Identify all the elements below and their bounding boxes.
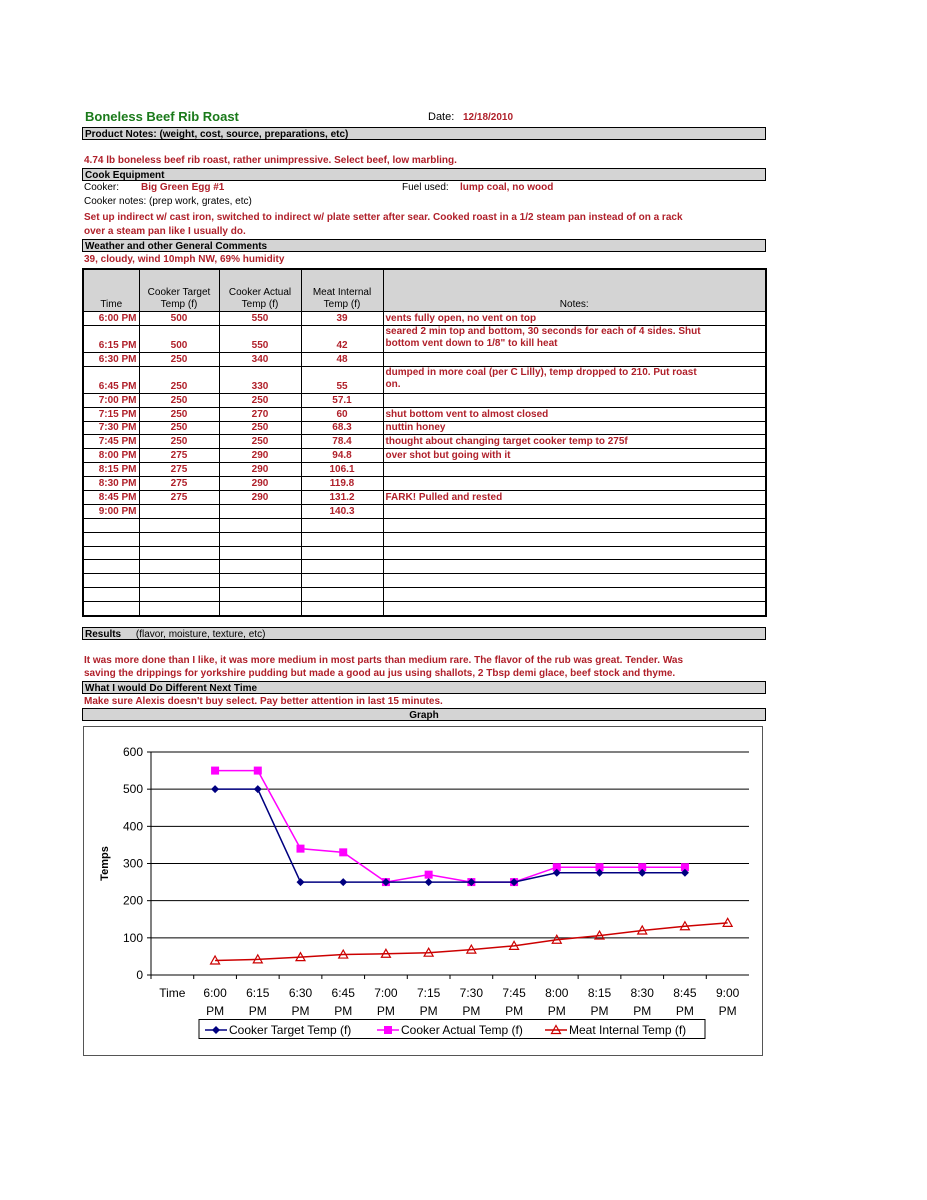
x-tick-label: 6:30 PM: [288, 986, 313, 1018]
time-cell: 6:30 PM: [83, 352, 139, 366]
time-cell: 7:45 PM: [83, 435, 139, 449]
table-row: [83, 421, 766, 435]
time-cell: 6:15 PM: [83, 325, 139, 352]
actual-cell: 290: [219, 477, 301, 491]
legend-entry: Meat Internal Temp (f): [569, 1023, 687, 1037]
empty-cell: [219, 602, 301, 616]
actual-cell: [219, 504, 301, 518]
x-tick-label: 9:00 PM: [715, 986, 740, 1018]
meat-cell: 39: [301, 312, 383, 326]
note-cell: thought about changing target cooker temp to 275f: [383, 435, 766, 449]
data-point: [297, 878, 305, 886]
empty-cell: [139, 546, 219, 560]
empty-cell: [83, 602, 139, 616]
empty-cell: [301, 532, 383, 546]
empty-cell: [301, 574, 383, 588]
empty-cell: [219, 560, 301, 574]
note-cell: [383, 504, 766, 518]
meat-cell: 48: [301, 352, 383, 366]
temperature-chart: [84, 727, 764, 1057]
empty-cell: [383, 546, 766, 560]
empty-cell: [83, 518, 139, 532]
table-row: [83, 366, 766, 393]
note-line: dumped in more coal (per C Lilly), temp dropped to 210. Put roast: [385, 366, 697, 378]
empty-cell: [383, 588, 766, 602]
x-tick-label: 8:45 PM: [673, 986, 697, 1018]
target-cell: 250: [139, 407, 219, 421]
note-cell: [383, 477, 766, 491]
data-point: [254, 785, 262, 793]
graph-bar: Graph: [82, 708, 766, 721]
time-cell: 9:00 PM: [83, 504, 139, 518]
empty-cell: [301, 602, 383, 616]
x-tick-label: 7:45 PM: [502, 986, 526, 1018]
empty-cell: [219, 588, 301, 602]
note-cell: over shot but going with it: [383, 449, 766, 463]
x-tick-label: 8:15 PM: [587, 986, 612, 1018]
fuel-value: lump coal, no wood: [460, 182, 554, 193]
actual-cell: 250: [219, 435, 301, 449]
note-cell: [383, 325, 766, 352]
target-cell: [139, 504, 219, 518]
x-tick-label: 6:15 PM: [246, 986, 270, 1018]
empty-row: [83, 574, 766, 588]
x-tick-label: 6:45 PM: [331, 986, 355, 1018]
target-cell: 250: [139, 435, 219, 449]
empty-row: [83, 532, 766, 546]
empty-cell: [301, 546, 383, 560]
data-point: [339, 878, 347, 886]
results-hint: (flavor, moisture, texture, etc): [135, 629, 266, 640]
actual-cell: 550: [219, 312, 301, 326]
cooker-label: Cooker:: [84, 182, 120, 193]
target-cell: 275: [139, 491, 219, 505]
table-row: [83, 352, 766, 366]
cooker-value: Big Green Egg #1: [141, 182, 225, 193]
empty-cell: [383, 560, 766, 574]
empty-cell: [139, 518, 219, 532]
actual-cell: 290: [219, 449, 301, 463]
cooker-notes-line2: over a steam pan like I usually do.: [84, 226, 246, 237]
actual-cell: 250: [219, 393, 301, 407]
target-cell: 275: [139, 463, 219, 477]
time-cell: 8:30 PM: [83, 477, 139, 491]
y-tick-label: 600: [122, 745, 143, 759]
date-value: 12/18/2010: [463, 112, 514, 123]
product-notes-text: 4.74 lb boneless beef rib roast, rather unimpressive. Select beef, low marbling.: [84, 155, 457, 166]
cooker-notes-line1: Set up indirect w/ cast iron, switched to indirect w/ plate setter after sear. Cooked roast in a 1/2 steam pan instead of on a rack: [84, 212, 683, 223]
header-actual: Cooker Actual Temp (f): [219, 269, 301, 312]
product-notes-bar: Product Notes: (weight, cost, source, preparations, etc): [82, 127, 766, 140]
meat-cell: 131.2: [301, 491, 383, 505]
results-line1: It was more done than I like, it was more medium in most parts than medium rare. The flavor of the rub was great. Tender. Was: [84, 655, 684, 666]
data-point: [297, 845, 305, 853]
empty-row: [83, 560, 766, 574]
meat-cell: 42: [301, 325, 383, 352]
empty-cell: [219, 574, 301, 588]
target-cell: 250: [139, 366, 219, 393]
cook-log-table: [82, 268, 767, 617]
legend-entry: Cooker Actual Temp (f): [401, 1023, 523, 1037]
date-label: Date:: [428, 111, 455, 123]
empty-row: [83, 546, 766, 560]
weather-text: 39, cloudy, wind 10mph NW, 69% humidity: [84, 254, 285, 265]
fuel-label: Fuel used:: [402, 182, 449, 193]
table-row: [83, 435, 766, 449]
meat-cell: 94.8: [301, 449, 383, 463]
target-cell: 500: [139, 312, 219, 326]
table-row: [83, 312, 766, 326]
x-tick-label: Time: [159, 986, 186, 1000]
target-cell: 500: [139, 325, 219, 352]
data-point: [339, 848, 347, 856]
header-time: Time: [83, 269, 139, 312]
note-cell: [383, 352, 766, 366]
time-cell: 8:00 PM: [83, 449, 139, 463]
x-tick-label: 7:30 PM: [459, 986, 484, 1018]
header-notes: Notes:: [383, 269, 766, 312]
header-meat: Meat Internal Temp (f): [301, 269, 383, 312]
y-tick-label: 200: [122, 893, 143, 908]
note-cell: nuttin honey: [383, 421, 766, 435]
table-row: [83, 393, 766, 407]
empty-cell: [383, 574, 766, 588]
chart-frame: [83, 726, 763, 1056]
actual-cell: 250: [219, 421, 301, 435]
y-axis-label: Temps: [99, 846, 111, 881]
results-bar: [82, 627, 766, 640]
note-cell: [383, 393, 766, 407]
x-tick-label: 8:30 PM: [630, 986, 654, 1018]
table-row: [83, 407, 766, 421]
series-line-2: [215, 923, 728, 961]
note-line: on.: [385, 378, 401, 390]
y-tick-label: 300: [122, 856, 143, 871]
table-header-row: [83, 269, 766, 312]
empty-cell: [139, 560, 219, 574]
meat-cell: 78.4: [301, 435, 383, 449]
empty-cell: [219, 518, 301, 532]
table-row: [83, 504, 766, 518]
target-cell: 275: [139, 449, 219, 463]
empty-row: [83, 518, 766, 532]
empty-row: [83, 588, 766, 602]
actual-cell: 270: [219, 407, 301, 421]
different-bar: What I would Do Different Next Time: [82, 681, 766, 694]
target-cell: 250: [139, 393, 219, 407]
empty-cell: [383, 532, 766, 546]
empty-cell: [383, 602, 766, 616]
x-tick-label: 8:00 PM: [545, 986, 569, 1018]
page-title: Boneless Beef Rib Roast: [85, 109, 239, 124]
time-cell: 7:15 PM: [83, 407, 139, 421]
empty-cell: [219, 546, 301, 560]
meat-cell: 140.3: [301, 504, 383, 518]
target-cell: 250: [139, 421, 219, 435]
y-tick-label: 400: [122, 819, 143, 834]
meat-cell: 106.1: [301, 463, 383, 477]
x-tick-label: 7:15 PM: [416, 986, 441, 1018]
data-point: [254, 767, 262, 775]
series-line-0: [215, 789, 685, 882]
table-row: [83, 477, 766, 491]
time-cell: 6:45 PM: [83, 366, 139, 393]
time-cell: 7:30 PM: [83, 421, 139, 435]
note-cell: shut bottom vent to almost closed: [383, 407, 766, 421]
header-target: Cooker Target Temp (f): [139, 269, 219, 312]
legend-entry: Cooker Target Temp (f): [229, 1023, 352, 1037]
empty-cell: [139, 574, 219, 588]
meat-cell: 68.3: [301, 421, 383, 435]
note-cell: [383, 366, 766, 393]
table-row: [83, 491, 766, 505]
empty-cell: [139, 588, 219, 602]
meat-cell: 119.8: [301, 477, 383, 491]
empty-cell: [301, 588, 383, 602]
empty-cell: [139, 532, 219, 546]
empty-cell: [83, 574, 139, 588]
table-row: [83, 325, 766, 352]
weather-bar: Weather and other General Comments: [82, 239, 766, 252]
actual-cell: 340: [219, 352, 301, 366]
empty-cell: [301, 518, 383, 532]
actual-cell: 550: [219, 325, 301, 352]
legend-marker: [384, 1026, 392, 1034]
cooker-notes-label: Cooker notes: (prep work, grates, etc): [84, 196, 252, 207]
time-cell: 8:15 PM: [83, 463, 139, 477]
empty-cell: [83, 532, 139, 546]
cook-equipment-bar: Cook Equipment: [82, 168, 766, 181]
time-cell: 8:45 PM: [83, 491, 139, 505]
empty-cell: [83, 588, 139, 602]
time-cell: 7:00 PM: [83, 393, 139, 407]
note-cell: FARK! Pulled and rested: [383, 491, 766, 505]
actual-cell: 330: [219, 366, 301, 393]
target-cell: 275: [139, 477, 219, 491]
note-cell: [383, 463, 766, 477]
empty-cell: [383, 518, 766, 532]
time-cell: 6:00 PM: [83, 312, 139, 326]
different-text: Make sure Alexis doesn't buy select. Pay better attention in last 15 minutes.: [84, 696, 443, 707]
meat-cell: 57.1: [301, 393, 383, 407]
note-cell: vents fully open, no vent on top: [383, 312, 766, 326]
empty-cell: [139, 602, 219, 616]
actual-cell: 290: [219, 463, 301, 477]
actual-cell: 290: [219, 491, 301, 505]
x-tick-label: 6:00 PM: [203, 986, 227, 1018]
x-tick-label: 7:00 PM: [374, 986, 398, 1018]
data-point: [211, 785, 219, 793]
table-row: [83, 463, 766, 477]
empty-cell: [83, 560, 139, 574]
note-line: seared 2 min top and bottom, 30 seconds for each of 4 sides. Shut: [385, 325, 701, 337]
empty-cell: [301, 560, 383, 574]
data-point: [425, 871, 433, 879]
y-tick-label: 500: [122, 782, 143, 797]
results-line2: saving the drippings for yorkshire pudding but made a good au jus using shallots, 2 Tbsp demi glace, beef stock and thyme.: [84, 668, 676, 679]
data-point: [425, 878, 433, 886]
note-line: bottom vent down to 1/8" to kill heat: [385, 337, 558, 349]
empty-row: [83, 602, 766, 616]
meat-cell: 55: [301, 366, 383, 393]
results-label: Results: [85, 629, 122, 640]
data-point: [211, 767, 219, 775]
y-tick-label: 0: [136, 968, 143, 982]
empty-cell: [219, 532, 301, 546]
target-cell: 250: [139, 352, 219, 366]
empty-cell: [83, 546, 139, 560]
y-tick-label: 100: [122, 930, 143, 945]
table-row: [83, 449, 766, 463]
meat-cell: 60: [301, 407, 383, 421]
